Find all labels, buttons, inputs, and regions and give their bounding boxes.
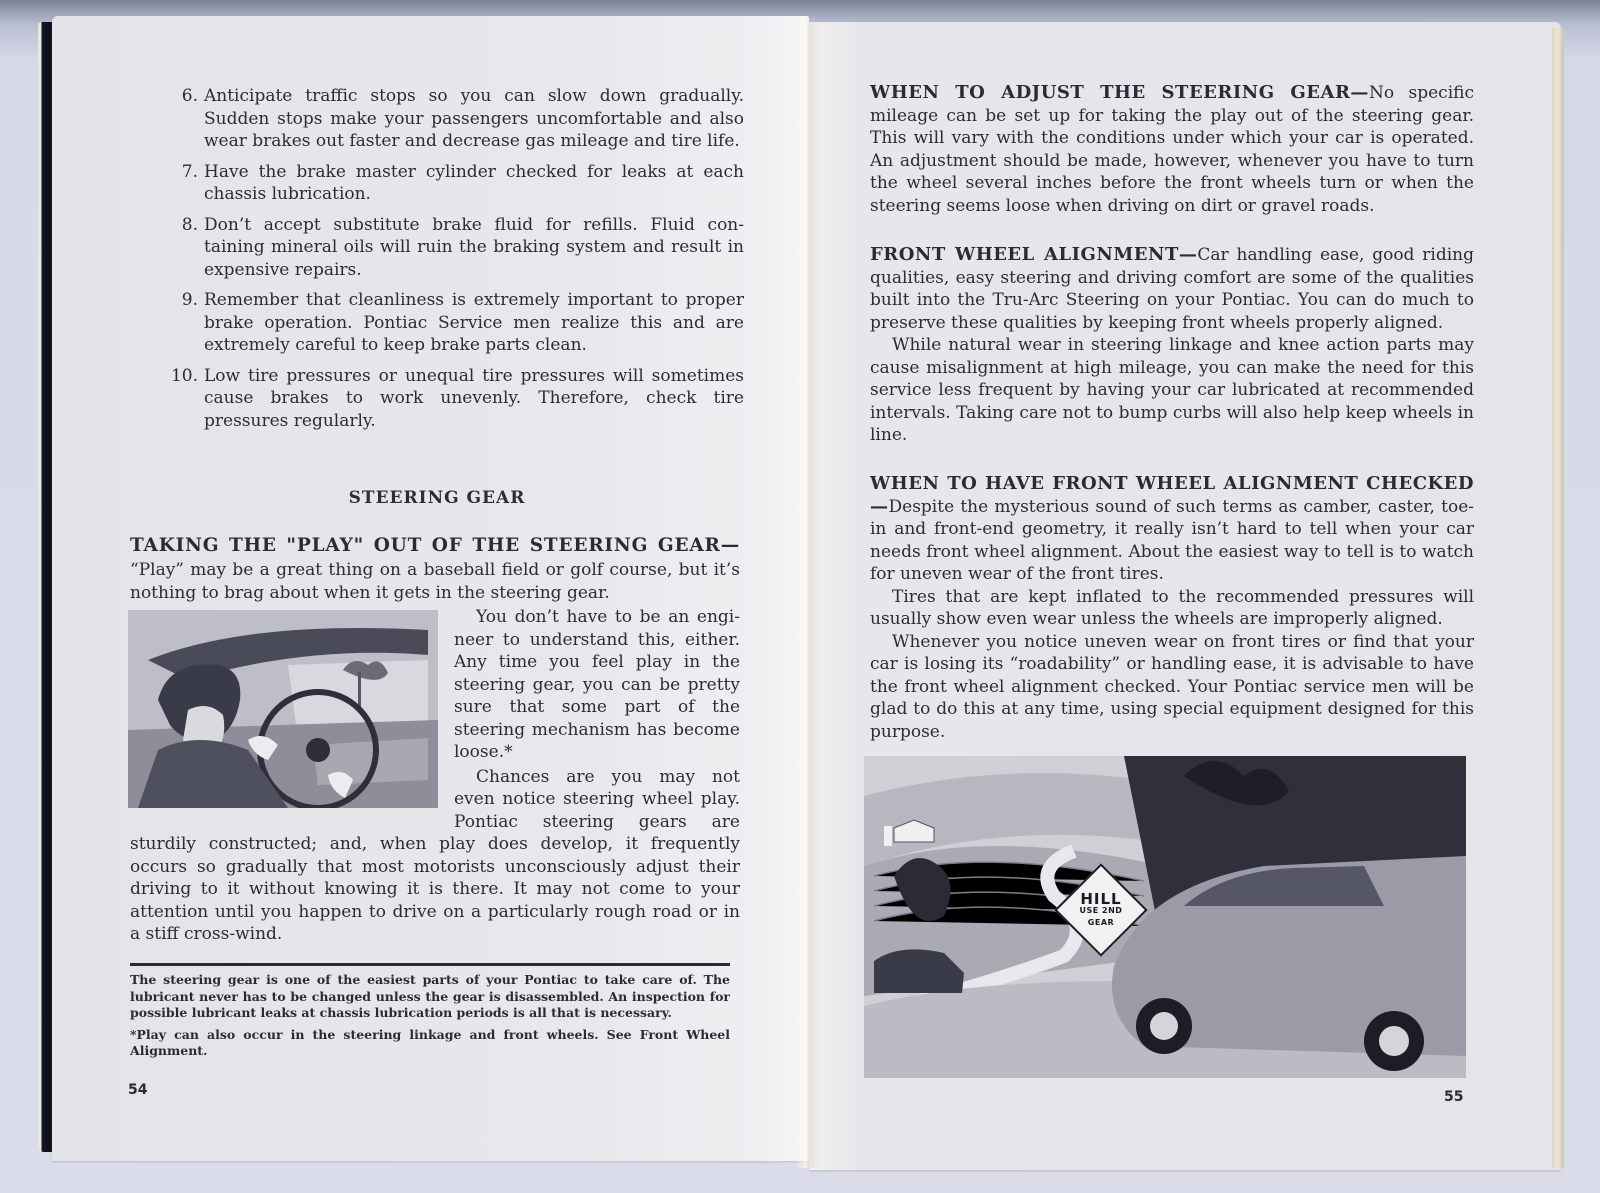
sign-line-3: GEAR bbox=[1087, 918, 1115, 927]
play-intro: “Play” may be a great thing on a baseball field or golf course, but it’s nothing to brag about when it gets in the steering gear. bbox=[130, 560, 740, 603]
illustration-svg bbox=[128, 610, 438, 808]
section-heading: WHEN TO HAVE FRONT WHEEL ALIGNMENT CHECKED— bbox=[870, 473, 1474, 517]
footnotes bbox=[130, 972, 730, 1065]
page-number-right: 55 bbox=[1444, 1089, 1464, 1105]
page-stack-edge bbox=[1552, 28, 1564, 1168]
play-section bbox=[130, 533, 740, 946]
section-paragraph: While natural wear in steering linkage and knee action parts may cause misalignment at high mileage, you can make the need for this service less frequent by having your car lubricated at recommended intervals. Taking care not to bump curbs will also help keep wheels in line. bbox=[870, 335, 1474, 445]
book-gutter bbox=[796, 18, 820, 1168]
play-section-heading: TAKING THE "PLAY" OUT OF THE STEERING GEAR— bbox=[130, 535, 740, 556]
list-number: 8. bbox=[181, 214, 198, 235]
hill-sign-text bbox=[1062, 890, 1140, 929]
list-text: Remember that cleanliness is extremely important to proper brake operation. Pontiac Service men realize this and are extremely careful to keep brake parts clean. bbox=[204, 290, 744, 355]
section-when-check-alignment bbox=[870, 473, 1474, 743]
illustration-svg bbox=[864, 756, 1466, 1078]
section-heading: WHEN TO ADJUST THE STEERING GEAR— bbox=[870, 82, 1369, 103]
list-text: Have the brake master cylinder checked for leaks at each chassis lubrication. bbox=[204, 161, 744, 204]
section-paragraph: Car handling ease, good riding qualities, easy steering and driving comfort are some of the qualities built into the Tru-Arc Steering on your Pontiac. You can do much to preserve these qualities by keeping front wheels properly aligned. bbox=[870, 245, 1474, 333]
list-number: 10. bbox=[170, 365, 198, 386]
section-paragraph: Despite the mysterious sound of such terms as camber, caster, toe-in and front-end geometry, it really isn’t hard to tell when your car needs front wheel alignment. About the easiest way to tell is to watch for uneven wear of the front tires. bbox=[870, 496, 1474, 584]
list-item bbox=[130, 289, 744, 357]
sign-line-2: USE 2ND bbox=[1079, 906, 1123, 915]
list-item bbox=[130, 85, 744, 153]
section-adjust-steering bbox=[870, 82, 1474, 217]
page-number-left: 54 bbox=[128, 1082, 148, 1098]
section-front-wheel-alignment bbox=[870, 244, 1474, 447]
play-paragraph-1: You don’t have to be an engi-neer to understand this, either. Any time you feel play in the steering gear, you can be pretty sure that some part of the steering mechanism has become loose.* bbox=[454, 607, 740, 762]
play-paragraph-2: Chances are you may not even notice steering wheel play. Pontiac steering gears are sturdily constructed; and, when play does develop, it frequently occurs so gradually that most motorists unconsciously adjust their driving to it without knowing it is there. It may not come to your attention until you happen to drive on a particularly rough road or in a stiff cross-wind. bbox=[130, 766, 740, 944]
section-paragraph: No specific mileage can be set up for taking the play out of the steering gear. This will vary with the conditions under which your car is operated. An adjustment should be made, however, whenever you have to turn the wheel several inches before the front wheels turn or when the steering seems loose when driving on dirt or gravel roads. bbox=[870, 83, 1474, 216]
brake-tips-list bbox=[130, 85, 744, 440]
footnote-lubrication: The steering gear is one of the easiest parts of your Pontiac to take care of. The lubricant never has to be changed unless the gear is disassembled. An inspection for possible lubricant leaks at chassis lubrication periods is all that is necessary. bbox=[130, 972, 730, 1020]
list-text: Don’t accept substitute brake fluid for refills. Fluid con-taining mineral oils will ruin the braking system and result in expensive repairs. bbox=[204, 214, 744, 280]
woman-driving-illustration bbox=[128, 610, 438, 808]
list-text: Anticipate traffic stops so you can slow down gradually. Sudden stops make your passengers uncomfortable and also wear brakes out faster and decrease gas mileage and tire life. bbox=[204, 86, 744, 151]
section-paragraph: Tires that are kept inflated to the recommended pressures will usually show even wear unless the wheels are improperly aligned. bbox=[870, 586, 1474, 629]
list-text: Low tire pressures or unequal tire pressures will sometimes cause brakes to work unevenly. Therefore, check tire pressures regularly. bbox=[204, 365, 744, 431]
list-item bbox=[130, 365, 744, 433]
sign-line-1: HILL bbox=[1080, 890, 1122, 908]
list-number: 7. bbox=[181, 161, 198, 182]
list-number: 9. bbox=[181, 290, 198, 310]
hill-road-car-illustration bbox=[864, 756, 1466, 1078]
list-item bbox=[130, 214, 744, 282]
footnote-divider bbox=[130, 963, 730, 966]
footnote-play: *Play can also occur in the steering linkage and front wheels. See Front Wheel Alignment. bbox=[130, 1026, 730, 1058]
section-paragraph: Whenever you notice uneven wear on front tires or find that your car is losing its “roadability” or handling ease, it is advisable to have the front wheel alignment checked. Your Pontiac service men will be glad to do this at any time, using special equipment designed for this purpose. bbox=[870, 631, 1474, 742]
section-heading: FRONT WHEEL ALIGNMENT— bbox=[870, 244, 1198, 265]
list-item bbox=[130, 161, 744, 206]
section-title: STEERING GEAR bbox=[348, 488, 526, 508]
list-number: 6. bbox=[181, 86, 198, 106]
